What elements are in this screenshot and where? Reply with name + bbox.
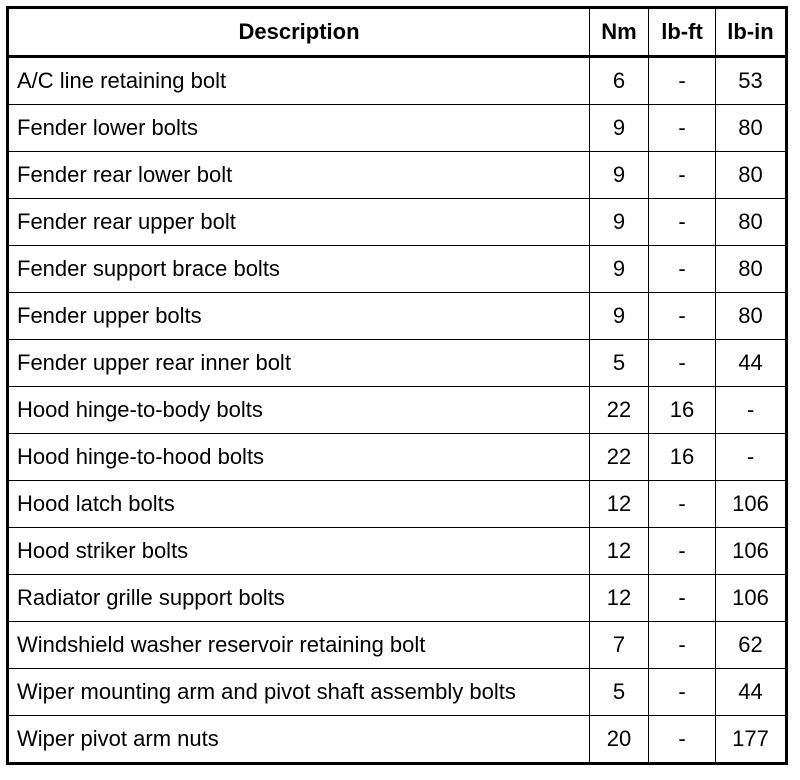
lbft-value-cell: - xyxy=(649,481,716,528)
lbin-value-cell: 106 xyxy=(716,575,787,622)
description-cell: Fender rear upper bolt xyxy=(8,199,590,246)
table-row xyxy=(8,293,787,340)
column-header-lbft: lb-ft xyxy=(649,8,716,57)
description-cell: Wiper pivot arm nuts xyxy=(8,716,590,764)
table-row xyxy=(8,575,787,622)
header-row xyxy=(8,8,787,57)
nm-value-cell: 12 xyxy=(590,528,649,575)
description-cell: Wiper mounting arm and pivot shaft assembly bolts xyxy=(8,669,590,716)
column-header-description: Description xyxy=(8,8,590,57)
fastener-torque-table xyxy=(6,6,788,765)
description-cell: Hood striker bolts xyxy=(8,528,590,575)
nm-value-cell: 20 xyxy=(590,716,649,764)
table-row xyxy=(8,669,787,716)
nm-value-cell: 9 xyxy=(590,199,649,246)
nm-value-cell: 9 xyxy=(590,293,649,340)
description-cell: Fender rear lower bolt xyxy=(8,152,590,199)
lbft-value-cell: - xyxy=(649,716,716,764)
table-row xyxy=(8,57,787,105)
description-cell: Fender upper rear inner bolt xyxy=(8,340,590,387)
lbin-value-cell: - xyxy=(716,387,787,434)
lbin-value-cell: 106 xyxy=(716,528,787,575)
lbin-value-cell: - xyxy=(716,434,787,481)
lbin-value-cell: 80 xyxy=(716,152,787,199)
table-row xyxy=(8,152,787,199)
lbft-value-cell: 16 xyxy=(649,434,716,481)
nm-value-cell: 5 xyxy=(590,340,649,387)
description-cell: Radiator grille support bolts xyxy=(8,575,590,622)
lbft-value-cell: - xyxy=(649,528,716,575)
table-row xyxy=(8,387,787,434)
nm-value-cell: 7 xyxy=(590,622,649,669)
lbft-value-cell: - xyxy=(649,246,716,293)
description-cell: Fender support brace bolts xyxy=(8,246,590,293)
description-cell: Hood hinge-to-body bolts xyxy=(8,387,590,434)
table-row xyxy=(8,481,787,528)
lbft-value-cell: - xyxy=(649,340,716,387)
column-header-lbin: lb-in xyxy=(716,8,787,57)
nm-value-cell: 12 xyxy=(590,575,649,622)
table-row xyxy=(8,528,787,575)
table-row xyxy=(8,622,787,669)
lbin-value-cell: 44 xyxy=(716,669,787,716)
lbin-value-cell: 80 xyxy=(716,246,787,293)
lbin-value-cell: 44 xyxy=(716,340,787,387)
lbin-value-cell: 106 xyxy=(716,481,787,528)
lbin-value-cell: 80 xyxy=(716,105,787,152)
lbft-value-cell: - xyxy=(649,57,716,105)
lbin-value-cell: 177 xyxy=(716,716,787,764)
table-row xyxy=(8,105,787,152)
lbin-value-cell: 62 xyxy=(716,622,787,669)
table-row xyxy=(8,434,787,481)
lbin-value-cell: 80 xyxy=(716,293,787,340)
column-header-nm: Nm xyxy=(590,8,649,57)
description-cell: Fender lower bolts xyxy=(8,105,590,152)
lbft-value-cell: 16 xyxy=(649,387,716,434)
lbft-value-cell: - xyxy=(649,152,716,199)
nm-value-cell: 6 xyxy=(590,57,649,105)
description-cell: Windshield washer reservoir retaining bolt xyxy=(8,622,590,669)
nm-value-cell: 9 xyxy=(590,105,649,152)
nm-value-cell: 22 xyxy=(590,434,649,481)
table-row xyxy=(8,716,787,764)
table-header xyxy=(8,8,787,57)
lbft-value-cell: - xyxy=(649,575,716,622)
table-body xyxy=(8,57,787,764)
table-row xyxy=(8,246,787,293)
nm-value-cell: 22 xyxy=(590,387,649,434)
lbft-value-cell: - xyxy=(649,293,716,340)
description-cell: Hood hinge-to-hood bolts xyxy=(8,434,590,481)
lbft-value-cell: - xyxy=(649,199,716,246)
nm-value-cell: 5 xyxy=(590,669,649,716)
lbin-value-cell: 80 xyxy=(716,199,787,246)
table-row xyxy=(8,340,787,387)
nm-value-cell: 9 xyxy=(590,152,649,199)
description-cell: Hood latch bolts xyxy=(8,481,590,528)
lbft-value-cell: - xyxy=(649,105,716,152)
lbft-value-cell: - xyxy=(649,669,716,716)
description-cell: Fender upper bolts xyxy=(8,293,590,340)
description-cell: A/C line retaining bolt xyxy=(8,57,590,105)
table-row xyxy=(8,199,787,246)
nm-value-cell: 12 xyxy=(590,481,649,528)
lbin-value-cell: 53 xyxy=(716,57,787,105)
nm-value-cell: 9 xyxy=(590,246,649,293)
lbft-value-cell: - xyxy=(649,622,716,669)
